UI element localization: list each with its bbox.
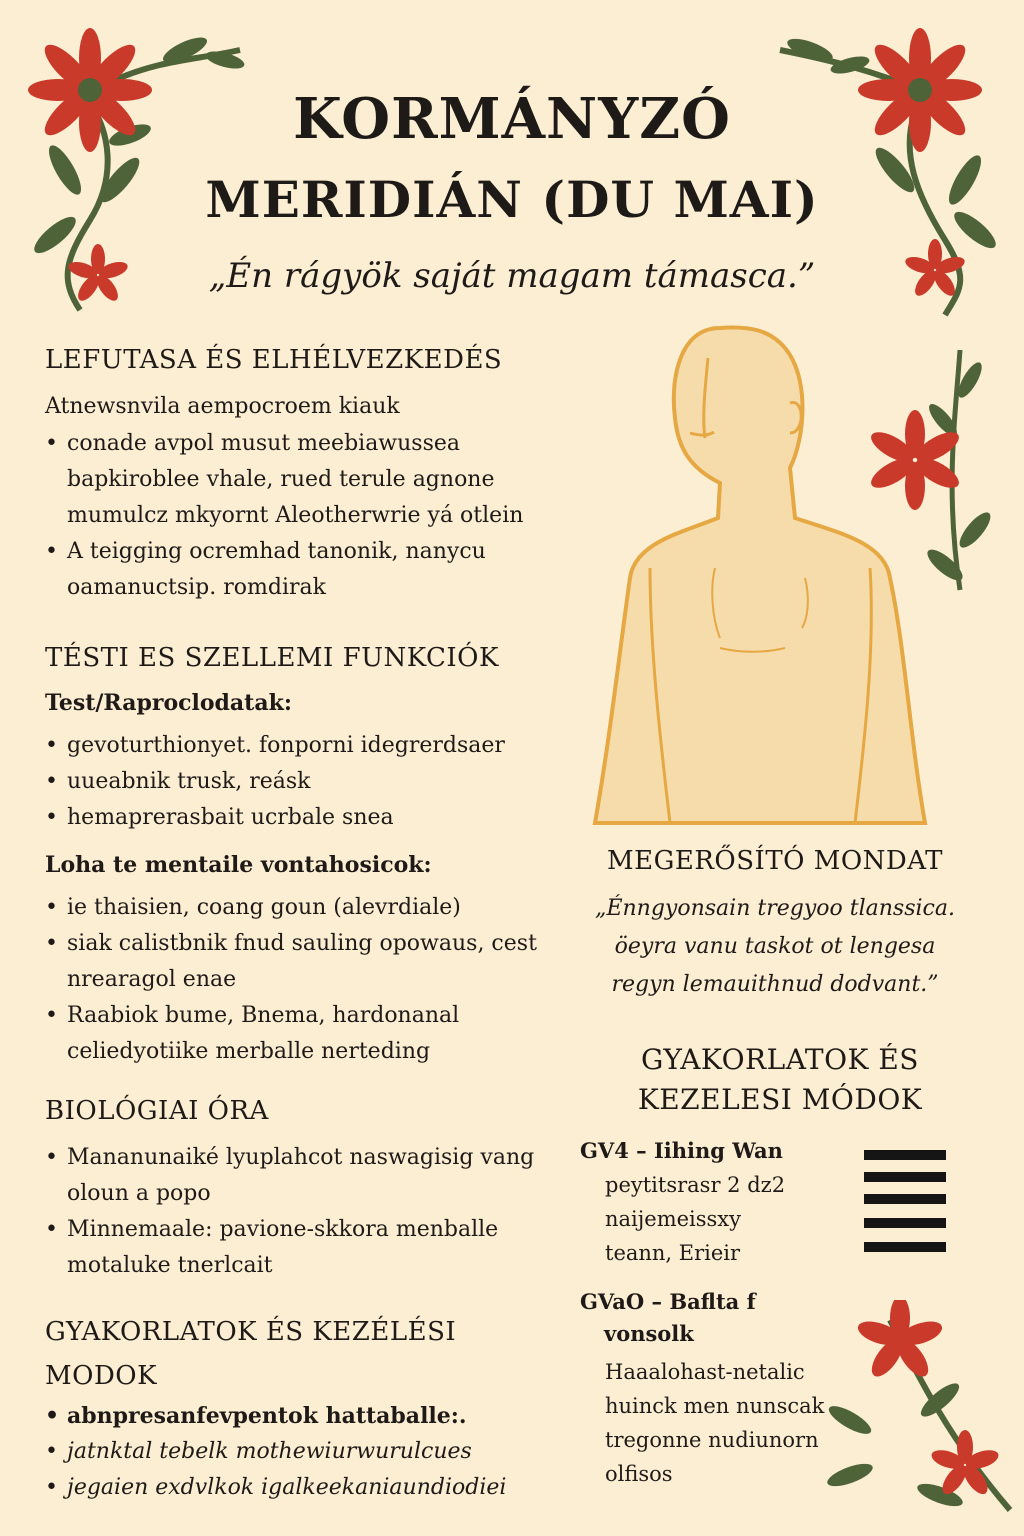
point-gv20-line: huinck men nunscak (605, 1394, 825, 1418)
list-item: • Mananunaiké lyuplahcot naswagisig vang oloun a popo (45, 1140, 545, 1212)
section-biological-clock-list (45, 1140, 545, 1284)
list-item: • uueabnik trusk, reásk (45, 764, 565, 800)
human-torso-outline-icon (590, 318, 930, 828)
list-item: • Minnemaale: pavione-skkora menballe motaluke tnerlcait (45, 1212, 545, 1284)
practices-right-heading-line: GYAKORLATOK ÉS (641, 1043, 919, 1076)
section-biological-clock-heading: BIOLÓGIAI ÓRA (45, 1096, 269, 1126)
affirmation-line: „Énngyonsain tregyoo tlanssica. (595, 896, 955, 921)
page-title-line-1: KORMÁNYZÓ (293, 86, 731, 152)
list-item: • abnpresanfevpentok hattaballe:. (45, 1398, 585, 1434)
point-gv4-line: teann, Erieir (605, 1241, 741, 1265)
header-quote: „Én rágyök saját magam támasca.” (208, 256, 816, 296)
point-gv4-description (605, 1168, 785, 1270)
section-location-intro: Atnewsnvila aempocroem kiauk (45, 394, 400, 419)
list-item: • siak calistbnik fnud sauling opowaus, cest nrearagol enae (45, 926, 545, 998)
point-gv4-line: peytitsrasr 2 dz2 (605, 1173, 786, 1197)
section-functions-mental-subheading: Loha te mentaile vontahosicok: (45, 852, 432, 878)
list-item: • gevoturthionyet. fonporni idegrerdsaer (45, 728, 565, 764)
affirmation-line: öeyra vanu taskot ot lengesa (614, 934, 936, 959)
point-gv20-title-line: vonsolk (604, 1321, 694, 1346)
section-functions-heading: TÉSTI ES SZELLEMI FUNKCIÓK (45, 643, 499, 673)
section-functions-physical-subheading: Test/Raproclodatak: (45, 690, 292, 716)
section-location-heading: LEFUTASA ÉS ELHÉLVEZKEDÉS (45, 345, 503, 375)
practices-right-heading-line: KEZELESI MÓDOK (637, 1083, 923, 1116)
section-practices-list (45, 1398, 585, 1506)
list-item: • hemaprerasbait ucrbale snea (45, 800, 565, 836)
list-item: • jatnktal tebelk mothewiurwurulcues (45, 1434, 585, 1470)
affirmation-text (555, 890, 995, 1004)
affirmation-line: regyn lemauithnud dodvant.” (611, 972, 939, 997)
page-title-line-2: MERIDIÁN (DU MAI) (205, 170, 819, 229)
section-practices-heading: GYAKORLATOK ÉS KEZÉLÉSI MODOK (45, 1317, 457, 1391)
bottom-right-flower-vine-icon (790, 1300, 1020, 1530)
list-item: • conade avpol musut meebiawussea bapkiroblee vhale, rued terule agnone mumulcz mkyornt Aleotherwrie yá otlein (45, 426, 565, 534)
point-gv20-line: Haaalohast-netalic (605, 1360, 805, 1384)
list-item: • Raabiok bume, Bnema, hardonanal celiedyotiike merballe nerteding (45, 998, 545, 1070)
point-gv20-title-line: GVaO – Baflta f (580, 1289, 756, 1314)
point-gv20-title (580, 1286, 756, 1350)
list-item: • ie thaisien, coang goun (alevrdiale) (45, 890, 545, 926)
point-gv4-line: naijemeissxy (605, 1207, 742, 1231)
section-location-list (45, 426, 565, 606)
practices-right-heading (570, 1040, 990, 1120)
point-gv20-line: olfisos (605, 1462, 673, 1486)
section-functions-mental-list (45, 890, 545, 1070)
point-gv4-title: GV4 – Iihing Wan (580, 1138, 783, 1163)
list-item: • A teigging ocremhad tanonik, nanycu oamanuctsip. romdirak (45, 534, 565, 606)
point-gv20-line: tregonne nudiunorn (605, 1428, 819, 1452)
affirmation-heading: MEGERŐSÍTÓ MONDAT (607, 846, 943, 876)
list-item: • jegaien exdvlkok igalkeekaniaundiodiei (45, 1470, 585, 1506)
section-functions-physical-list (45, 728, 565, 836)
point-gv20-description (605, 1355, 824, 1491)
